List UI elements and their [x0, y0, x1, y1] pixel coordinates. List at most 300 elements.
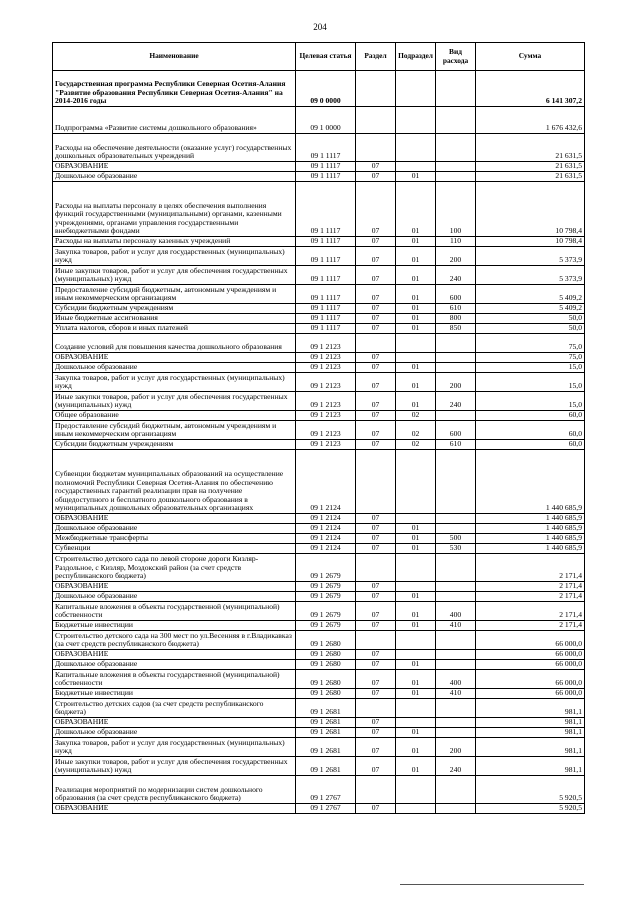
row-article-cell: 09 1 1117 — [296, 324, 356, 334]
row-subsection-cell: 01 — [396, 172, 436, 182]
row-subsection-cell: 01 — [396, 237, 436, 247]
row-subsection-cell — [396, 631, 436, 650]
row-name-cell: Субвенции — [53, 544, 296, 554]
row-article-cell: 09 1 2680 — [296, 670, 356, 689]
row-name-cell: Общее образование — [53, 411, 296, 421]
row-section-cell: 07 — [356, 182, 396, 237]
row-expense-type-cell — [436, 804, 476, 814]
row-expense-type-cell — [436, 631, 476, 650]
row-expense-type-cell — [436, 524, 476, 534]
row-section-cell: 07 — [356, 524, 396, 534]
row-amount-cell: 66 000,0 — [476, 689, 585, 699]
row-name-cell: Иные закупки товаров, работ и услуг для обеспечения государственных (муниципальных) нужд — [53, 266, 296, 285]
row-section-cell: 07 — [356, 804, 396, 814]
row-subsection-cell: 01 — [396, 602, 436, 621]
row-section-cell: 07 — [356, 421, 396, 440]
row-amount-cell: 1 440 685,9 — [476, 450, 585, 514]
row-amount-cell: 981,1 — [476, 728, 585, 738]
row-article-cell: 09 1 1117 — [296, 162, 356, 172]
header-article: Целевая статья — [296, 43, 356, 71]
row-expense-type-cell — [436, 650, 476, 660]
row-name-cell: Дошкольное образование — [53, 524, 296, 534]
row-article-cell: 09 1 2123 — [296, 421, 356, 440]
row-section-cell: 07 — [356, 650, 396, 660]
row-name-cell: Строительство детского сада по левой стороне дороги Кизляр-Раздольное, с Кизляр, Моздокский район (за счет средств республиканского бюджета) — [53, 554, 296, 582]
row-article-cell: 09 1 2679 — [296, 621, 356, 631]
row-expense-type-cell: 240 — [436, 266, 476, 285]
row-name-cell: Закупка товаров, работ и услуг для государственных (муниципальных) нужд — [53, 738, 296, 757]
row-section-cell — [356, 71, 396, 107]
row-expense-type-cell: 240 — [436, 757, 476, 776]
row-article-cell: 09 1 2124 — [296, 514, 356, 524]
table-row — [53, 247, 585, 266]
row-subsection-cell: 01 — [396, 314, 436, 324]
table-row — [53, 592, 585, 602]
row-expense-type-cell — [436, 107, 476, 134]
header-subsection: Подраздел — [396, 43, 436, 71]
row-expense-type-cell — [436, 554, 476, 582]
table-row — [53, 411, 585, 421]
row-section-cell: 07 — [356, 738, 396, 757]
row-section-cell: 07 — [356, 602, 396, 621]
row-subsection-cell: 01 — [396, 534, 436, 544]
row-expense-type-cell: 400 — [436, 670, 476, 689]
row-subsection-cell — [396, 699, 436, 718]
row-expense-type-cell — [436, 718, 476, 728]
row-amount-cell: 1 440 685,9 — [476, 524, 585, 534]
row-expense-type-cell — [436, 411, 476, 421]
row-subsection-cell — [396, 650, 436, 660]
row-expense-type-cell: 200 — [436, 738, 476, 757]
row-amount-cell: 1 676 432,6 — [476, 107, 585, 134]
row-section-cell: 07 — [356, 670, 396, 689]
row-expense-type-cell — [436, 172, 476, 182]
table-row — [53, 162, 585, 172]
row-amount-cell: 60,0 — [476, 421, 585, 440]
row-article-cell: 09 1 2681 — [296, 699, 356, 718]
row-name-cell: Расходы на выплаты персоналу казенных учреждений — [53, 237, 296, 247]
row-amount-cell: 10 798,4 — [476, 237, 585, 247]
table-row — [53, 71, 585, 107]
row-subsection-cell — [396, 582, 436, 592]
row-subsection-cell: 02 — [396, 421, 436, 440]
row-article-cell: 09 1 1117 — [296, 247, 356, 266]
row-name-cell: Предоставление субсидий бюджетным, автономным учреждениям и иным некоммерческим организациям — [53, 285, 296, 304]
row-section-cell: 07 — [356, 534, 396, 544]
row-expense-type-cell: 110 — [436, 237, 476, 247]
table-row — [53, 363, 585, 373]
header-expense-type: Вид расхода — [436, 43, 476, 71]
row-article-cell: 09 1 2123 — [296, 353, 356, 363]
row-amount-cell: 15,0 — [476, 373, 585, 392]
row-subsection-cell — [396, 804, 436, 814]
table-row — [53, 582, 585, 592]
row-article-cell: 09 1 2680 — [296, 631, 356, 650]
row-subsection-cell — [396, 514, 436, 524]
row-article-cell: 09 1 2681 — [296, 738, 356, 757]
table-row — [53, 534, 585, 544]
row-subsection-cell: 02 — [396, 411, 436, 421]
row-amount-cell: 60,0 — [476, 440, 585, 450]
row-subsection-cell: 01 — [396, 324, 436, 334]
row-expense-type-cell — [436, 71, 476, 107]
row-name-cell: Строительство детских садов (за счет средств республиканского бюджета) — [53, 699, 296, 718]
table-row — [53, 440, 585, 450]
table-row — [53, 314, 585, 324]
row-subsection-cell: 01 — [396, 182, 436, 237]
row-subsection-cell: 01 — [396, 373, 436, 392]
table-row — [53, 134, 585, 162]
row-name-cell: ОБРАЗОВАНИЕ — [53, 718, 296, 728]
table-row — [53, 266, 585, 285]
row-name-cell: Закупка товаров, работ и услуг для государственных (муниципальных) нужд — [53, 373, 296, 392]
row-name-cell: Капитальные вложения в объекты государственной (муниципальной) собственности — [53, 670, 296, 689]
row-subsection-cell: 01 — [396, 392, 436, 411]
row-expense-type-cell: 200 — [436, 247, 476, 266]
table-row — [53, 689, 585, 699]
row-article-cell: 09 1 2681 — [296, 757, 356, 776]
row-article-cell: 09 1 0000 — [296, 107, 356, 134]
table-row — [53, 182, 585, 237]
row-article-cell: 09 1 2124 — [296, 544, 356, 554]
row-subsection-cell: 01 — [396, 304, 436, 314]
row-section-cell — [356, 631, 396, 650]
row-expense-type-cell: 600 — [436, 421, 476, 440]
table-header-row — [53, 43, 585, 71]
row-name-cell: Реализация мероприятий по модернизации систем дошкольного образования (за счет средств республиканского бюджета) — [53, 776, 296, 804]
row-section-cell: 07 — [356, 353, 396, 363]
row-subsection-cell — [396, 334, 436, 353]
row-amount-cell: 1 440 685,9 — [476, 514, 585, 524]
table-row — [53, 621, 585, 631]
page-number: 204 — [313, 22, 327, 32]
table-row — [53, 304, 585, 314]
row-section-cell — [356, 699, 396, 718]
row-amount-cell: 66 000,0 — [476, 650, 585, 660]
table-row — [53, 757, 585, 776]
row-name-cell: Дошкольное образование — [53, 172, 296, 182]
row-name-cell: Расходы на выплаты персоналу в целях обеспечения выполнения функций государственными (муниципальными) органами, казенными учреждениями, органами управления государственными внебюджетными фондами — [53, 182, 296, 237]
row-expense-type-cell: 410 — [436, 689, 476, 699]
table-row — [53, 544, 585, 554]
row-expense-type-cell — [436, 353, 476, 363]
row-section-cell — [356, 554, 396, 582]
table-row — [53, 373, 585, 392]
row-amount-cell: 15,0 — [476, 363, 585, 373]
table-row — [53, 334, 585, 353]
row-name-cell: Создание условий для повышения качества дошкольного образования — [53, 334, 296, 353]
row-subsection-cell — [396, 450, 436, 514]
row-article-cell: 09 1 2679 — [296, 602, 356, 621]
row-subsection-cell: 01 — [396, 363, 436, 373]
row-article-cell: 09 1 2123 — [296, 392, 356, 411]
row-name-cell: Дошкольное образование — [53, 592, 296, 602]
row-amount-cell: 2 171,4 — [476, 592, 585, 602]
row-section-cell: 07 — [356, 718, 396, 728]
table-row — [53, 738, 585, 757]
row-name-cell: Дошкольное образование — [53, 728, 296, 738]
table-row — [53, 107, 585, 134]
row-article-cell: 09 1 2124 — [296, 524, 356, 534]
row-amount-cell: 981,1 — [476, 699, 585, 718]
row-article-cell: 09 1 2123 — [296, 411, 356, 421]
row-amount-cell: 50,0 — [476, 324, 585, 334]
row-subsection-cell — [396, 107, 436, 134]
row-name-cell: Межбюджетные трансферты — [53, 534, 296, 544]
row-amount-cell: 21 631,5 — [476, 162, 585, 172]
row-article-cell: 09 1 1117 — [296, 182, 356, 237]
row-expense-type-cell: 600 — [436, 285, 476, 304]
row-expense-type-cell: 400 — [436, 602, 476, 621]
table-row — [53, 392, 585, 411]
row-section-cell: 07 — [356, 660, 396, 670]
row-section-cell: 07 — [356, 592, 396, 602]
row-article-cell: 09 1 2679 — [296, 582, 356, 592]
row-section-cell — [356, 450, 396, 514]
table-row — [53, 421, 585, 440]
row-subsection-cell — [396, 718, 436, 728]
row-amount-cell: 5 373,9 — [476, 247, 585, 266]
row-article-cell: 09 1 2123 — [296, 334, 356, 353]
table-row — [53, 670, 585, 689]
row-expense-type-cell — [436, 660, 476, 670]
header-amount: Сумма — [476, 43, 585, 71]
row-article-cell: 09 1 2679 — [296, 554, 356, 582]
row-expense-type-cell: 200 — [436, 373, 476, 392]
row-amount-cell: 5 409,2 — [476, 304, 585, 314]
row-amount-cell: 75,0 — [476, 334, 585, 353]
row-amount-cell: 66 000,0 — [476, 660, 585, 670]
row-expense-type-cell — [436, 592, 476, 602]
row-article-cell: 09 1 2681 — [296, 728, 356, 738]
row-subsection-cell: 01 — [396, 266, 436, 285]
row-section-cell — [356, 134, 396, 162]
row-amount-cell: 6 141 307,2 — [476, 71, 585, 107]
row-article-cell: 09 1 2767 — [296, 776, 356, 804]
row-section-cell: 07 — [356, 237, 396, 247]
row-subsection-cell: 01 — [396, 689, 436, 699]
row-amount-cell: 1 440 685,9 — [476, 534, 585, 544]
row-expense-type-cell — [436, 514, 476, 524]
row-amount-cell: 21 631,5 — [476, 134, 585, 162]
row-name-cell: ОБРАЗОВАНИЕ — [53, 804, 296, 814]
table-row — [53, 285, 585, 304]
row-subsection-cell: 01 — [396, 247, 436, 266]
row-amount-cell: 10 798,4 — [476, 182, 585, 237]
row-name-cell: Расходы на обеспечение деятельности (оказание услуг) государственных дошкольных образовательных учреждений — [53, 134, 296, 162]
row-article-cell: 09 1 2680 — [296, 689, 356, 699]
row-name-cell: Капитальные вложения в объекты государственной (муниципальной) собственности — [53, 602, 296, 621]
row-subsection-cell: 01 — [396, 660, 436, 670]
row-expense-type-cell: 500 — [436, 534, 476, 544]
row-amount-cell: 981,1 — [476, 738, 585, 757]
row-subsection-cell: 01 — [396, 524, 436, 534]
row-expense-type-cell — [436, 134, 476, 162]
row-article-cell: 09 1 2124 — [296, 450, 356, 514]
row-name-cell: ОБРАЗОВАНИЕ — [53, 353, 296, 363]
row-subsection-cell — [396, 162, 436, 172]
row-article-cell: 09 1 2681 — [296, 718, 356, 728]
row-amount-cell: 5 409,2 — [476, 285, 585, 304]
table-row — [53, 554, 585, 582]
row-section-cell: 07 — [356, 314, 396, 324]
row-section-cell: 07 — [356, 757, 396, 776]
row-name-cell: Иные закупки товаров, работ и услуг для обеспечения государственных (муниципальных) нужд — [53, 392, 296, 411]
row-name-cell: Дошкольное образование — [53, 363, 296, 373]
row-subsection-cell: 01 — [396, 738, 436, 757]
row-name-cell: ОБРАЗОВАНИЕ — [53, 514, 296, 524]
row-amount-cell: 66 000,0 — [476, 670, 585, 689]
row-article-cell: 09 0 0000 — [296, 71, 356, 107]
row-amount-cell: 981,1 — [476, 757, 585, 776]
row-expense-type-cell: 240 — [436, 392, 476, 411]
row-expense-type-cell: 850 — [436, 324, 476, 334]
row-subsection-cell: 02 — [396, 440, 436, 450]
header-section: Раздел — [356, 43, 396, 71]
row-section-cell: 07 — [356, 285, 396, 304]
row-amount-cell: 981,1 — [476, 718, 585, 728]
row-expense-type-cell: 100 — [436, 182, 476, 237]
row-name-cell: Субсидии бюджетным учреждениям — [53, 304, 296, 314]
row-section-cell: 07 — [356, 266, 396, 285]
row-section-cell: 07 — [356, 392, 396, 411]
row-article-cell: 09 1 1117 — [296, 134, 356, 162]
row-name-cell: Государственная программа Республики Северная Осетия-Алания "Развитие образования Республики Северная Осетия-Алания" на 2014-2016 годы — [53, 71, 296, 107]
row-article-cell: 09 1 2124 — [296, 534, 356, 544]
row-name-cell: Строительство детского сада на 300 мест по ул.Весенняя в г.Владикавказ (за счет средств республиканского бюджета) — [53, 631, 296, 650]
row-name-cell: Подпрограмма «Развитие системы дошкольного образования» — [53, 107, 296, 134]
row-name-cell: Иные закупки товаров, работ и услуг для обеспечения государственных (муниципальных) нужд — [53, 757, 296, 776]
row-amount-cell: 2 171,4 — [476, 621, 585, 631]
table-row — [53, 524, 585, 534]
row-expense-type-cell — [436, 363, 476, 373]
table-row — [53, 804, 585, 814]
row-expense-type-cell — [436, 450, 476, 514]
table-row — [53, 660, 585, 670]
row-expense-type-cell — [436, 728, 476, 738]
row-name-cell: Иные бюджетные ассигнования — [53, 314, 296, 324]
table-row — [53, 631, 585, 650]
row-subsection-cell — [396, 554, 436, 582]
footer-divider — [400, 884, 584, 885]
row-amount-cell: 5 373,9 — [476, 266, 585, 285]
row-subsection-cell — [396, 353, 436, 363]
row-subsection-cell: 01 — [396, 728, 436, 738]
row-amount-cell: 2 171,4 — [476, 582, 585, 592]
row-subsection-cell: 01 — [396, 621, 436, 631]
row-expense-type-cell — [436, 776, 476, 804]
row-amount-cell: 66 000,0 — [476, 631, 585, 650]
row-name-cell: Бюджетные инвестиции — [53, 689, 296, 699]
row-article-cell: 09 1 1117 — [296, 304, 356, 314]
row-name-cell: Дошкольное образование — [53, 660, 296, 670]
table-row — [53, 172, 585, 182]
table-row — [53, 650, 585, 660]
header-name: Наименование — [53, 43, 296, 71]
row-name-cell: ОБРАЗОВАНИЕ — [53, 162, 296, 172]
row-section-cell: 07 — [356, 247, 396, 266]
row-article-cell: 09 1 1117 — [296, 266, 356, 285]
row-amount-cell: 75,0 — [476, 353, 585, 363]
row-article-cell: 09 1 2680 — [296, 660, 356, 670]
budget-table — [52, 42, 585, 814]
table-row — [53, 602, 585, 621]
row-amount-cell: 60,0 — [476, 411, 585, 421]
row-subsection-cell: 01 — [396, 285, 436, 304]
row-amount-cell: 5 920,5 — [476, 776, 585, 804]
table-body — [53, 71, 585, 814]
row-expense-type-cell: 610 — [436, 304, 476, 314]
row-subsection-cell: 01 — [396, 544, 436, 554]
row-expense-type-cell: 800 — [436, 314, 476, 324]
row-section-cell: 07 — [356, 304, 396, 314]
row-amount-cell: 1 440 685,9 — [476, 544, 585, 554]
row-article-cell: 09 1 1117 — [296, 285, 356, 304]
row-section-cell — [356, 776, 396, 804]
row-name-cell: ОБРАЗОВАНИЕ — [53, 582, 296, 592]
table-row — [53, 699, 585, 718]
row-name-cell: ОБРАЗОВАНИЕ — [53, 650, 296, 660]
row-expense-type-cell — [436, 162, 476, 172]
row-section-cell: 07 — [356, 689, 396, 699]
row-subsection-cell — [396, 71, 436, 107]
row-section-cell: 07 — [356, 440, 396, 450]
table-row — [53, 728, 585, 738]
row-section-cell: 07 — [356, 544, 396, 554]
row-article-cell: 09 1 1117 — [296, 172, 356, 182]
row-name-cell: Уплата налогов, сборов и иных платежей — [53, 324, 296, 334]
row-article-cell: 09 1 2679 — [296, 592, 356, 602]
row-name-cell: Закупка товаров, работ и услуг для государственных (муниципальных) нужд — [53, 247, 296, 266]
row-section-cell: 07 — [356, 172, 396, 182]
row-article-cell: 09 1 2123 — [296, 440, 356, 450]
row-expense-type-cell — [436, 334, 476, 353]
row-expense-type-cell — [436, 699, 476, 718]
row-subsection-cell — [396, 134, 436, 162]
row-section-cell — [356, 107, 396, 134]
row-subsection-cell: 01 — [396, 670, 436, 689]
row-name-cell: Субвенции бюджетам муниципальных образований на осуществление полномочий Республики Северная Осетия-Алания по обеспечению государственных гарантий реализации прав на получение общедоступного и бесплатного дошкольного образования в муниципальных дошкольных образовательных организациях — [53, 450, 296, 514]
row-section-cell: 07 — [356, 411, 396, 421]
row-section-cell — [356, 334, 396, 353]
row-article-cell: 09 1 1117 — [296, 314, 356, 324]
row-section-cell: 07 — [356, 162, 396, 172]
row-expense-type-cell: 410 — [436, 621, 476, 631]
row-amount-cell: 50,0 — [476, 314, 585, 324]
row-section-cell: 07 — [356, 582, 396, 592]
row-amount-cell: 2 171,4 — [476, 602, 585, 621]
row-section-cell: 07 — [356, 324, 396, 334]
row-section-cell: 07 — [356, 373, 396, 392]
row-name-cell: Предоставление субсидий бюджетным, автономным учреждениям и иным некоммерческим организациям — [53, 421, 296, 440]
table-row — [53, 353, 585, 363]
row-section-cell: 07 — [356, 363, 396, 373]
row-subsection-cell — [396, 776, 436, 804]
row-amount-cell: 21 631,5 — [476, 172, 585, 182]
row-name-cell: Субсидии бюджетным учреждениям — [53, 440, 296, 450]
table-row — [53, 776, 585, 804]
row-expense-type-cell: 610 — [436, 440, 476, 450]
table-row — [53, 450, 585, 514]
row-subsection-cell: 01 — [396, 757, 436, 776]
row-amount-cell: 15,0 — [476, 392, 585, 411]
row-expense-type-cell — [436, 582, 476, 592]
row-article-cell: 09 1 1117 — [296, 237, 356, 247]
row-subsection-cell: 01 — [396, 592, 436, 602]
table-row — [53, 237, 585, 247]
table-row — [53, 514, 585, 524]
table-row — [53, 324, 585, 334]
